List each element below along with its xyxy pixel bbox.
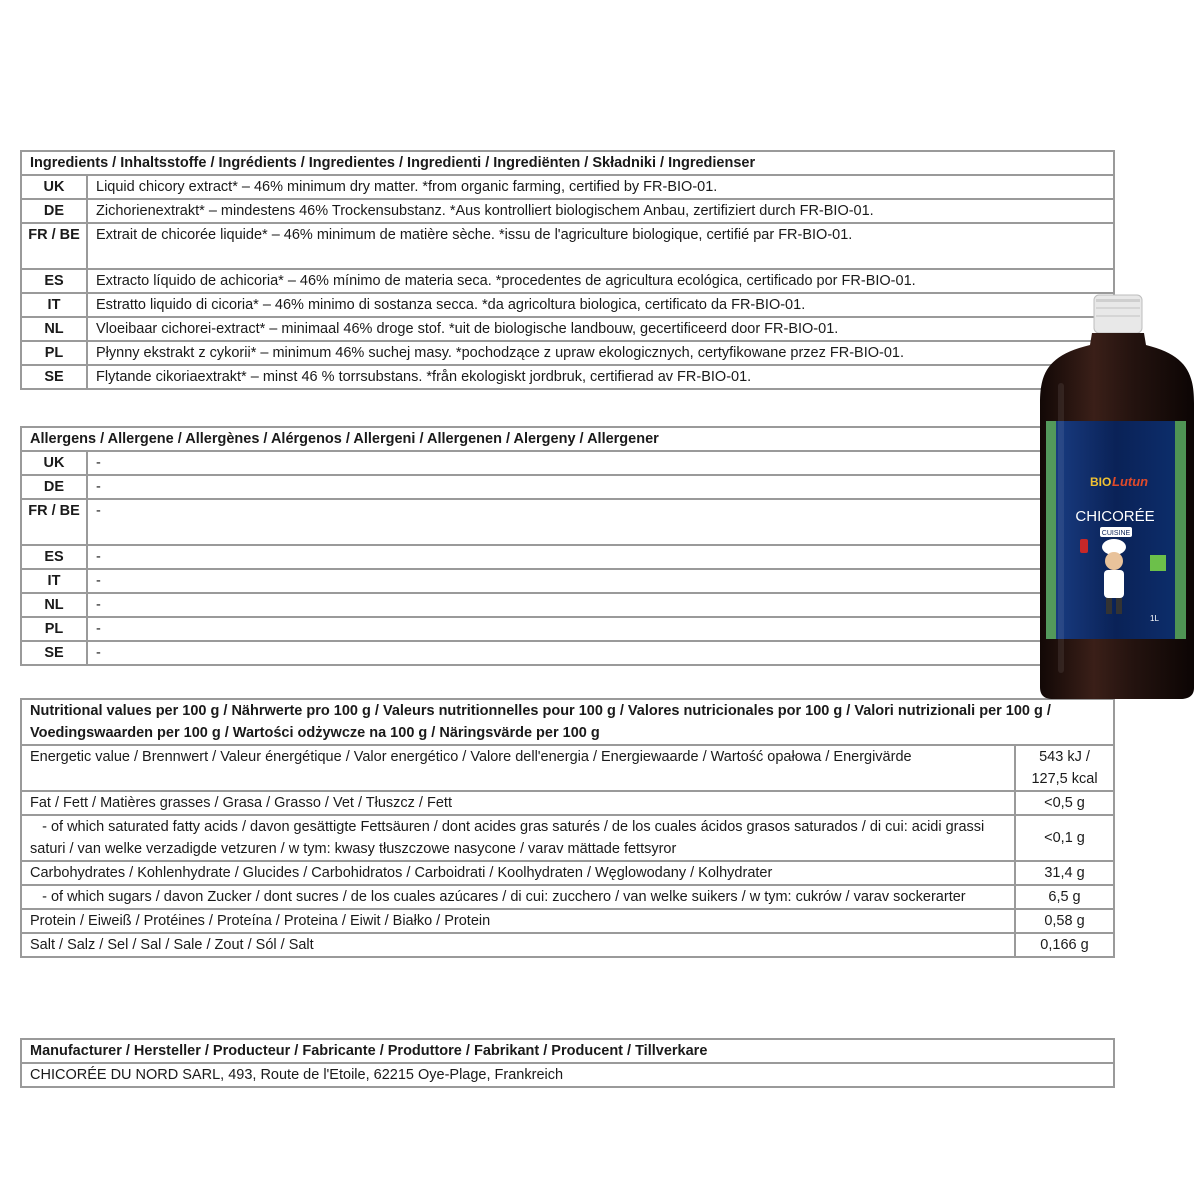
bottle-label [1046,421,1186,639]
ingredient-text: Liquid chicory extract* – 46% minimum dry matter. *from organic farming, certified by FR-BIO-01. [87,175,1114,199]
nutrient-value: 6,5 g [1015,885,1114,909]
ingredient-text: Płynny ekstrakt z cykorii* – minimum 46% suchej masy. *pochodzące z upraw ekologicznych, certyfikowane przez FR-BIO-01. [87,341,1114,365]
language-code: ES [21,545,87,569]
language-code: IT [21,569,87,593]
table-row [21,933,1114,957]
ingredient-text: Extrait de chicorée liquide* – 46% minimum de matière sèche. *issu de l'agriculture biologique, certifié par FR-BIO-01. [87,223,1114,269]
table-row [21,317,1114,341]
nutrient-label: Protein / Eiweiß / Protéines / Proteína / Proteina / Eiwit / Białko / Protein [21,909,1015,933]
nutrient-label: - of which saturated fatty acids / davon gesättigte Fettsäuren / dont acides gras saturés / de los cuales ácidos grasos saturados / di cui: acidi grassi saturi / van welke verzadigde vetzuren / w tym: kwasy tłuszczowe nasycone / varav mättade fettsyror [21,815,1015,861]
brand-name: Lutun [1112,474,1149,489]
allergens-header-row [21,427,1114,451]
nutrient-label: Carbohydrates / Kohlenhydrate / Glucides / Carbohidratos / Carboidrati / Koolhydraten / Węglowodany / Kolhydrater [21,861,1015,885]
allergen-text: - [87,451,1114,475]
organic-logo [1150,555,1166,571]
table-row [21,815,1114,861]
allergens-table [20,426,1115,666]
table-row [21,745,1114,791]
nutrient-label: - of which sugars / davon Zucker / dont sucres / de los cuales azúcares / di cui: zucchero / van welke suikers / w tym: cukrów / varav sockerarter [21,885,1015,909]
nutrient-value: <0,5 g [1015,791,1114,815]
language-code: FR / BE [21,499,87,545]
nutrient-label: Energetic value / Brennwert / Valeur énergétique / Valor energético / Valore dell'energia / Energiewaarde / Wartość opałowa / Energivärde [21,745,1015,791]
allergen-text: - [87,569,1114,593]
ingredients-table [20,150,1115,390]
manufacturer-table [20,1038,1115,1088]
ingredients-header-row [21,151,1114,175]
table-row [21,499,1114,545]
table-row [21,909,1114,933]
ingredient-text: Extracto líquido de achicoria* – 46% mínimo de materia seca. *procedentes de agricultura ecológica, certificado por FR-BIO-01. [87,269,1114,293]
language-code: UK [21,451,87,475]
language-code: NL [21,317,87,341]
language-code: UK [21,175,87,199]
nutrient-value: 31,4 g [1015,861,1114,885]
nutrient-value: 0,58 g [1015,909,1114,933]
table-row [21,223,1114,269]
nutrient-value: 0,166 g [1015,933,1114,957]
nutrient-value: 543 kJ / 127,5 kcal [1015,745,1114,791]
language-code: DE [21,475,87,499]
allergen-text: - [87,593,1114,617]
allergen-text: - [87,499,1114,545]
table-row [21,569,1114,593]
red-badge [1080,539,1088,553]
product-bottle-image [1036,293,1196,701]
ingredient-text: Zichorienextrakt* – mindestens 46% Trockensubstanz. *Aus kontrolliert biologischem Anbau, zertifiziert durch FR-BIO-01. [87,199,1114,223]
language-code: PL [21,341,87,365]
language-code: PL [21,617,87,641]
allergen-text: - [87,641,1114,665]
table-row [21,545,1114,569]
allergen-text: - [87,545,1114,569]
table-row [21,341,1114,365]
table-row [21,269,1114,293]
volume-label: 1L [1150,614,1159,623]
bottle-cap [1094,295,1142,333]
table-row [21,451,1114,475]
allergen-text: - [87,475,1114,499]
table-row [21,175,1114,199]
manufacturer-header-row [21,1039,1114,1063]
table-row [21,791,1114,815]
nutrient-value: <0,1 g [1015,815,1114,861]
ingredients-header: Ingredients / Inhaltsstoffe / Ingrédients / Ingredientes / Ingredienti / Ingrediënten / Składniki / Ingredienser [21,151,1114,175]
table-row [21,365,1114,389]
language-code: NL [21,593,87,617]
language-code: SE [21,641,87,665]
nutrient-label: Fat / Fett / Matières grasses / Grasa / Grasso / Vet / Tłuszcz / Fett [21,791,1015,815]
nutrition-table [20,698,1115,958]
ingredient-text: Flytande cikoriaextrakt* – minst 46 % torrsubstans. *från ekologiskt jordbruk, certifierad av FR-BIO-01. [87,365,1114,389]
language-code: SE [21,365,87,389]
table-row [21,641,1114,665]
table-row [21,475,1114,499]
brand-bio: BIO [1090,475,1112,489]
allergen-text: - [87,617,1114,641]
manufacturer-address: CHICORÉE DU NORD SARL, 493, Route de l'Etoile, 62215 Oye-Plage, Frankreich [21,1063,1114,1087]
product-subtitle: CUISINE [1101,530,1131,537]
manufacturer-header: Manufacturer / Hersteller / Producteur / Fabricante / Produttore / Fabrikant / Producent / Tillverkare [21,1039,1114,1063]
table-row [21,199,1114,223]
nutrition-header: Nutritional values per 100 g / Nährwerte pro 100 g / Valeurs nutritionnelles pour 100 g / Valores nutricionales por 100 g / Valori nutrizionali per 100 g / Voedingswaarden per 100 g / Wartości odżywcze na 100 g / Näringsvärde per 100 g [21,699,1114,745]
table-row [21,617,1114,641]
table-row [21,885,1114,909]
table-row [21,593,1114,617]
language-code: DE [21,199,87,223]
ingredient-text: Vloeibaar cichorei-extract* – minimaal 46% droge stof. *uit de biologische landbouw, gecertificeerd door FR-BIO-01. [87,317,1114,341]
nutrient-label: Salt / Salz / Sel / Sal / Sale / Zout / Sól / Salt [21,933,1015,957]
nutrition-header-row [21,699,1114,745]
table-row [21,293,1114,317]
product-name: CHICORÉE [1075,508,1155,525]
ingredient-text: Estratto liquido di cicoria* – 46% minimo di sostanza secca. *da agricoltura biologica, certificato da FR-BIO-01. [87,293,1114,317]
language-code: IT [21,293,87,317]
table-row [21,1063,1114,1087]
language-code: ES [21,269,87,293]
allergens-header: Allergens / Allergene / Allergènes / Alérgenos / Allergeni / Allergenen / Alergeny / Allergener [21,427,1114,451]
language-code: FR / BE [21,223,87,269]
table-row [21,861,1114,885]
